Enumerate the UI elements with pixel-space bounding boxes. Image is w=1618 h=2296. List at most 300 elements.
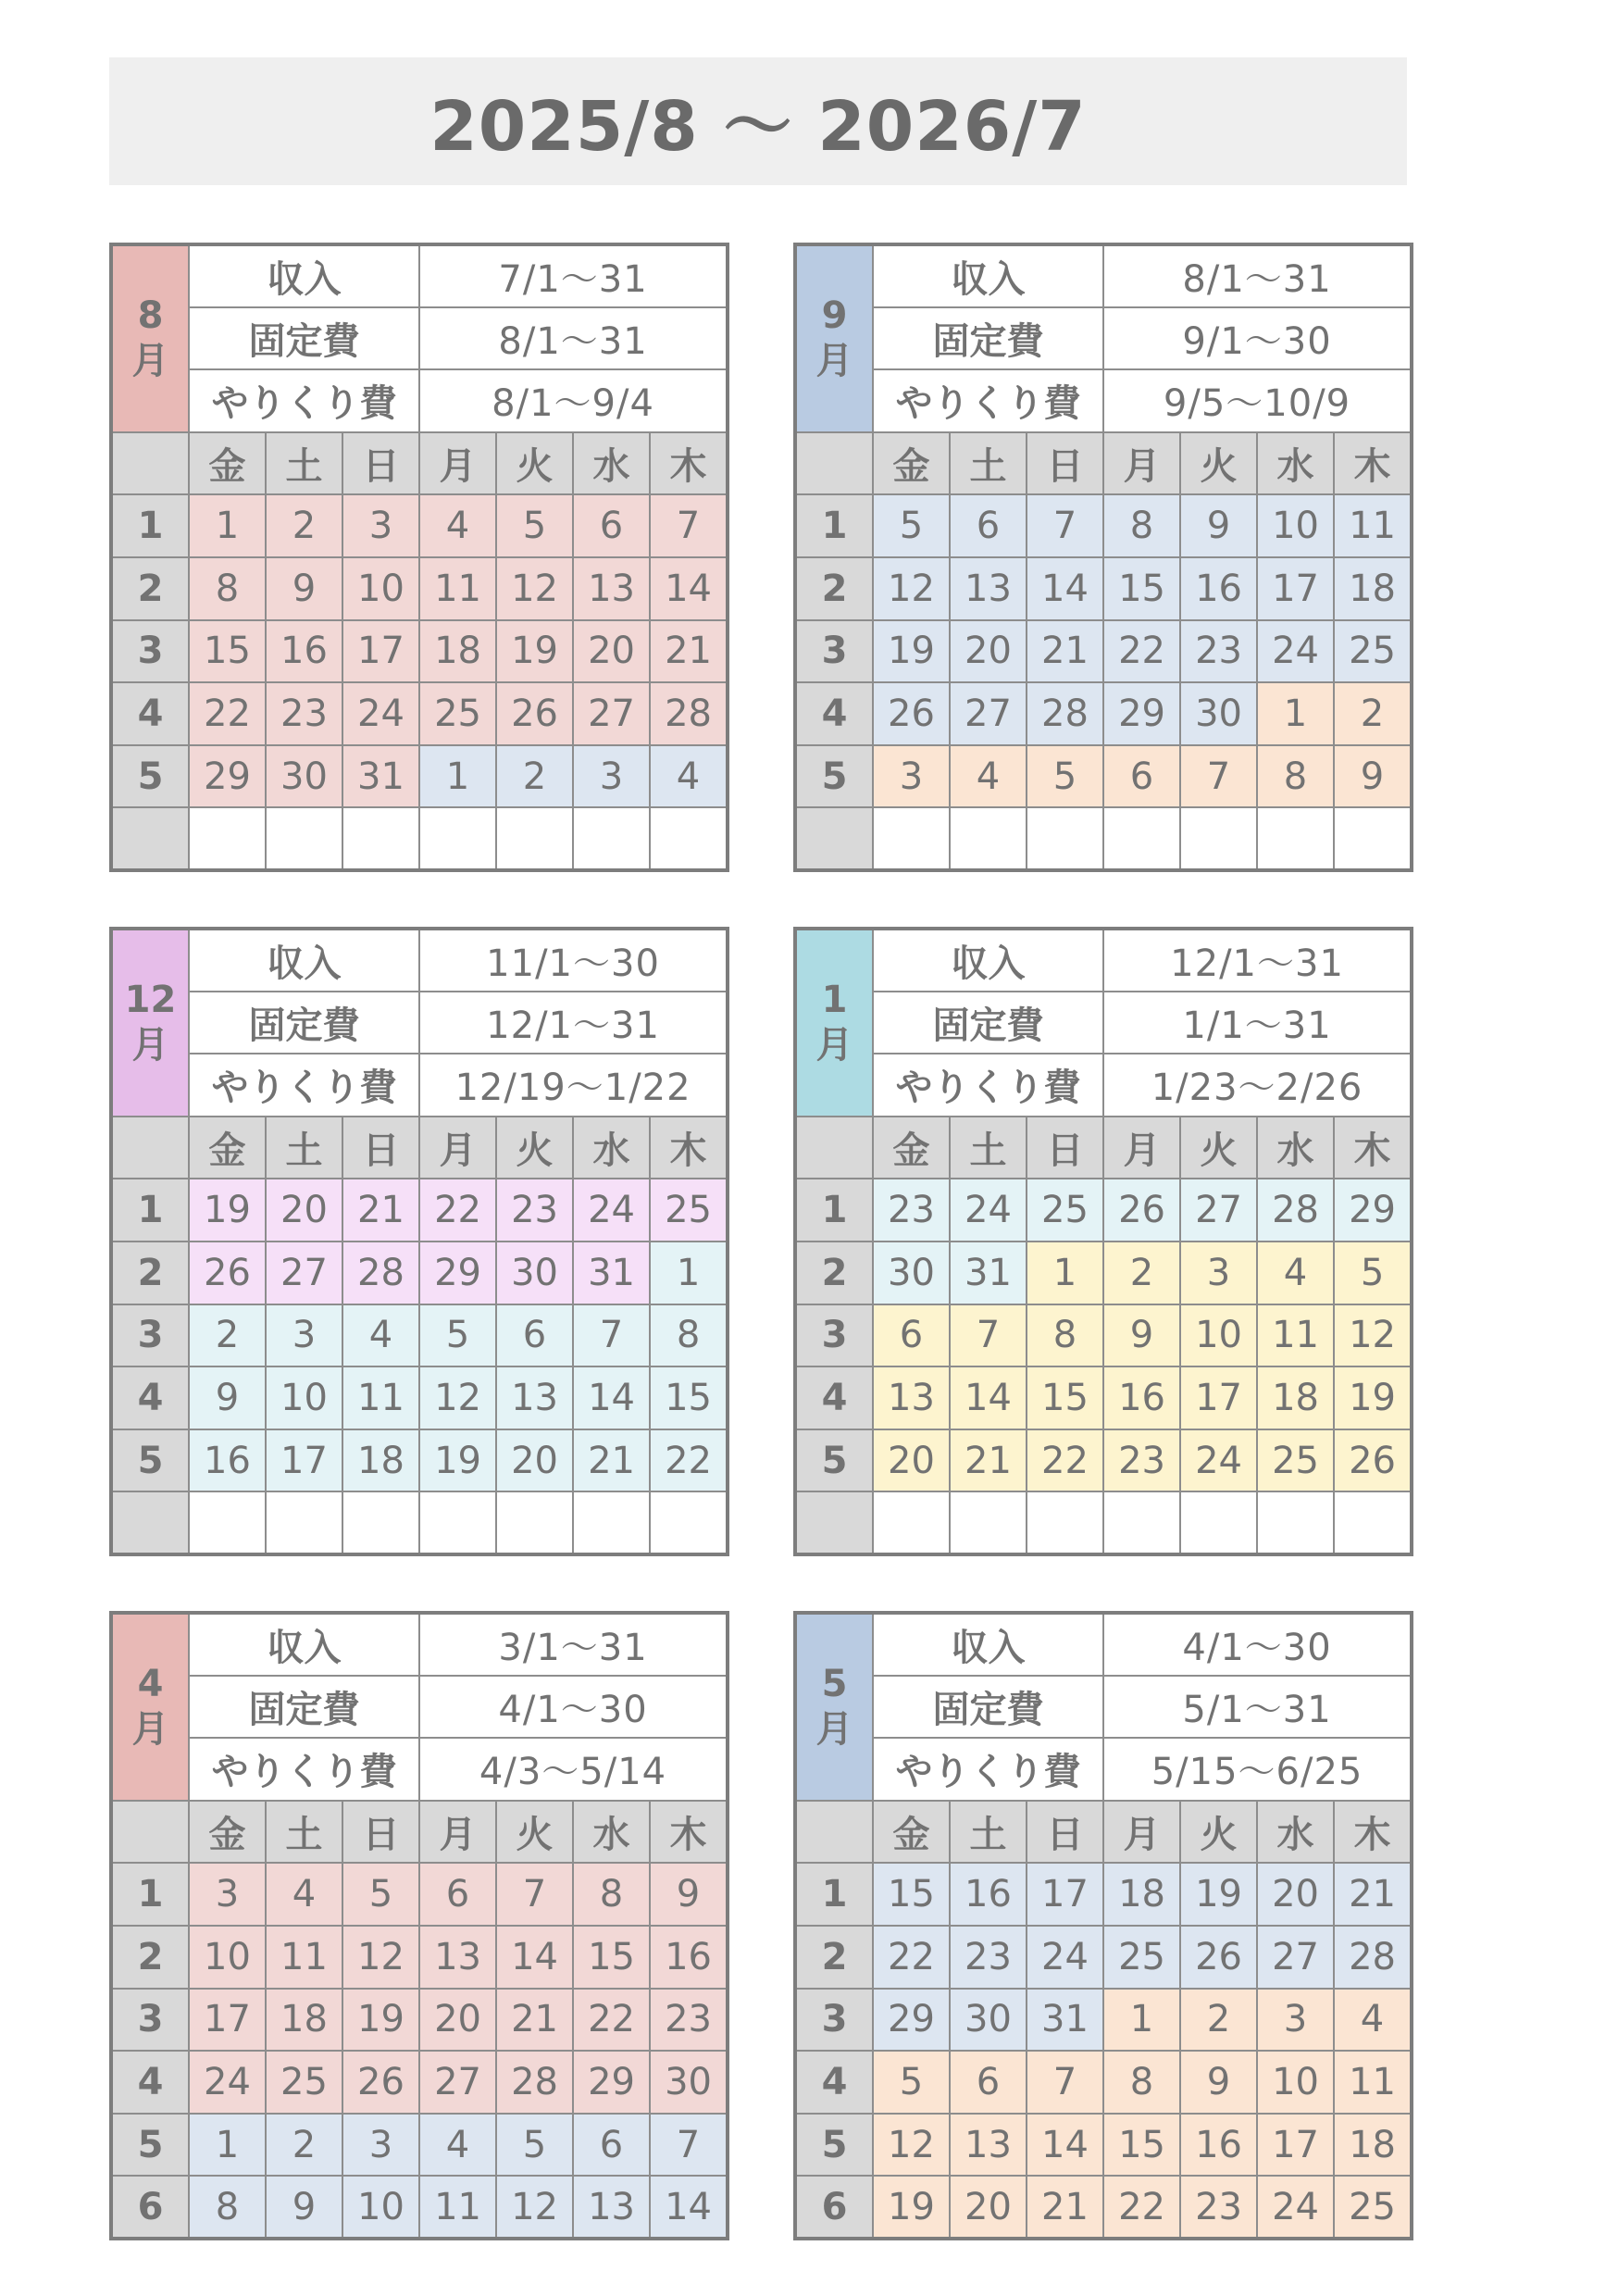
fixed-range: 8/1〜31 bbox=[419, 307, 728, 370]
week-number: 4 bbox=[111, 1366, 189, 1429]
week-row bbox=[795, 1429, 1412, 1492]
budget-range: 8/1〜9/4 bbox=[419, 369, 728, 432]
day-cell bbox=[1180, 1491, 1257, 1554]
day-cell: 27 bbox=[950, 682, 1027, 745]
day-cell: 6 bbox=[496, 1304, 573, 1367]
day-cell: 2 bbox=[266, 494, 342, 557]
week-row bbox=[795, 2114, 1412, 2177]
day-cell: 29 bbox=[189, 745, 266, 808]
day-cell: 3 bbox=[189, 1863, 266, 1926]
week-number: 3 bbox=[111, 620, 189, 683]
weekday-header: 火 bbox=[1180, 432, 1257, 495]
week-row bbox=[111, 1304, 728, 1367]
day-cell: 6 bbox=[950, 494, 1027, 557]
day-cell: 2 bbox=[1180, 1989, 1257, 2052]
weekday-header: 月 bbox=[419, 1801, 496, 1864]
day-cell: 21 bbox=[573, 1429, 650, 1492]
day-cell: 5 bbox=[873, 2051, 950, 2114]
day-cell: 28 bbox=[650, 682, 728, 745]
month-number: 4 bbox=[137, 1663, 164, 1706]
fixed-label: 固定費 bbox=[873, 307, 1103, 370]
week-number: 5 bbox=[795, 745, 873, 808]
weekday-header: 火 bbox=[496, 432, 573, 495]
day-cell: 25 bbox=[1257, 1429, 1334, 1492]
month-calendar bbox=[793, 243, 1410, 872]
day-cell bbox=[496, 1491, 573, 1554]
week-number: 2 bbox=[795, 1242, 873, 1304]
day-cell: 23 bbox=[650, 1989, 728, 2052]
weekday-header: 月 bbox=[1103, 1117, 1180, 1179]
month-suffix: 月 bbox=[131, 339, 169, 382]
week-row bbox=[111, 494, 728, 557]
month-label bbox=[795, 1613, 873, 1801]
month-suffix: 月 bbox=[131, 1023, 169, 1067]
day-cell: 20 bbox=[573, 620, 650, 683]
week-row bbox=[795, 1491, 1412, 1554]
day-cell: 15 bbox=[189, 620, 266, 683]
day-cell: 3 bbox=[342, 494, 419, 557]
calendar-table bbox=[793, 243, 1413, 872]
corner-cell bbox=[111, 1117, 189, 1179]
week-row bbox=[795, 807, 1412, 870]
day-cell bbox=[950, 807, 1027, 870]
day-cell: 18 bbox=[342, 1429, 419, 1492]
weekday-header: 火 bbox=[1180, 1117, 1257, 1179]
day-cell: 16 bbox=[1103, 1366, 1180, 1429]
day-cell bbox=[189, 1491, 266, 1554]
day-cell: 24 bbox=[1027, 1926, 1103, 1989]
day-cell: 24 bbox=[342, 682, 419, 745]
week-number: 6 bbox=[795, 2176, 873, 2239]
weekday-header: 水 bbox=[1257, 1801, 1334, 1864]
weekday-header: 水 bbox=[573, 1801, 650, 1864]
weekday-header: 金 bbox=[873, 1801, 950, 1864]
day-cell: 29 bbox=[1103, 682, 1180, 745]
week-number: 4 bbox=[795, 682, 873, 745]
weekday-header: 日 bbox=[1027, 1117, 1103, 1179]
income-range: 7/1〜31 bbox=[419, 244, 728, 307]
month-label bbox=[111, 244, 189, 432]
day-cell: 21 bbox=[1027, 620, 1103, 683]
day-cell: 20 bbox=[496, 1429, 573, 1492]
day-cell: 3 bbox=[342, 2114, 419, 2177]
day-cell: 19 bbox=[873, 2176, 950, 2239]
day-cell: 17 bbox=[1027, 1863, 1103, 1926]
day-cell: 4 bbox=[342, 1304, 419, 1367]
day-cell: 19 bbox=[189, 1179, 266, 1242]
weekday-header: 日 bbox=[342, 1117, 419, 1179]
week-row bbox=[795, 1366, 1412, 1429]
week-number: 6 bbox=[111, 2176, 189, 2239]
day-cell: 5 bbox=[1334, 1242, 1412, 1304]
day-cell: 30 bbox=[496, 1242, 573, 1304]
month-suffix: 月 bbox=[131, 1707, 169, 1751]
week-row bbox=[111, 2114, 728, 2177]
income-range: 11/1〜30 bbox=[419, 929, 728, 992]
week-number bbox=[111, 807, 189, 870]
day-cell: 15 bbox=[873, 1863, 950, 1926]
day-cell: 10 bbox=[342, 2176, 419, 2239]
day-cell: 21 bbox=[950, 1429, 1027, 1492]
day-cell bbox=[419, 807, 496, 870]
budget-range: 5/15〜6/25 bbox=[1103, 1738, 1412, 1801]
day-cell: 26 bbox=[873, 682, 950, 745]
day-cell: 15 bbox=[1103, 557, 1180, 620]
budget-label: やりくり費 bbox=[189, 369, 419, 432]
day-cell: 30 bbox=[266, 745, 342, 808]
day-cell: 4 bbox=[950, 745, 1027, 808]
day-cell: 31 bbox=[950, 1242, 1027, 1304]
day-cell: 15 bbox=[1027, 1366, 1103, 1429]
day-cell: 7 bbox=[950, 1304, 1027, 1367]
weekday-header: 金 bbox=[189, 1117, 266, 1179]
day-cell bbox=[1027, 807, 1103, 870]
day-cell: 7 bbox=[496, 1863, 573, 1926]
week-number: 1 bbox=[795, 1179, 873, 1242]
weekday-header: 水 bbox=[1257, 1117, 1334, 1179]
day-cell: 24 bbox=[573, 1179, 650, 1242]
week-number: 5 bbox=[111, 745, 189, 808]
day-cell bbox=[1103, 807, 1180, 870]
week-number: 1 bbox=[111, 1179, 189, 1242]
day-cell: 25 bbox=[650, 1179, 728, 1242]
budget-label: やりくり費 bbox=[873, 1054, 1103, 1117]
week-number: 2 bbox=[111, 557, 189, 620]
day-cell: 20 bbox=[873, 1429, 950, 1492]
weekday-header: 土 bbox=[950, 1801, 1027, 1864]
day-cell: 9 bbox=[266, 2176, 342, 2239]
corner-cell bbox=[795, 1117, 873, 1179]
week-number: 3 bbox=[111, 1304, 189, 1367]
weekday-header: 木 bbox=[650, 432, 728, 495]
day-cell bbox=[950, 1491, 1027, 1554]
day-cell: 5 bbox=[1027, 745, 1103, 808]
month-number: 12 bbox=[124, 979, 177, 1022]
day-cell: 19 bbox=[1180, 1863, 1257, 1926]
day-cell: 13 bbox=[950, 557, 1027, 620]
day-cell: 10 bbox=[189, 1926, 266, 1989]
day-cell bbox=[1257, 1491, 1334, 1554]
weekday-header: 月 bbox=[1103, 432, 1180, 495]
weekday-header: 月 bbox=[419, 1117, 496, 1179]
day-cell: 14 bbox=[950, 1366, 1027, 1429]
day-cell: 4 bbox=[419, 2114, 496, 2177]
weekday-header: 火 bbox=[1180, 1801, 1257, 1864]
day-cell: 8 bbox=[189, 557, 266, 620]
income-range: 8/1〜31 bbox=[1103, 244, 1412, 307]
day-cell bbox=[573, 1491, 650, 1554]
day-cell: 11 bbox=[1334, 2051, 1412, 2114]
month-label bbox=[795, 929, 873, 1117]
budget-label: やりくり費 bbox=[189, 1054, 419, 1117]
day-cell: 8 bbox=[1103, 2051, 1180, 2114]
calendar-table bbox=[109, 243, 729, 872]
day-cell: 4 bbox=[650, 745, 728, 808]
weekday-header: 水 bbox=[573, 432, 650, 495]
day-cell: 4 bbox=[266, 1863, 342, 1926]
week-row bbox=[795, 620, 1412, 683]
week-row bbox=[795, 1242, 1412, 1304]
day-cell: 19 bbox=[1334, 1366, 1412, 1429]
month-number: 1 bbox=[821, 979, 848, 1022]
day-cell: 3 bbox=[573, 745, 650, 808]
month-label bbox=[111, 929, 189, 1117]
day-cell: 3 bbox=[1257, 1989, 1334, 2052]
day-cell: 20 bbox=[950, 620, 1027, 683]
month-label bbox=[795, 244, 873, 432]
day-cell: 2 bbox=[1103, 1242, 1180, 1304]
day-cell: 6 bbox=[573, 494, 650, 557]
day-cell: 6 bbox=[419, 1863, 496, 1926]
day-cell bbox=[573, 807, 650, 870]
day-cell: 1 bbox=[189, 2114, 266, 2177]
day-cell: 25 bbox=[266, 2051, 342, 2114]
day-cell: 29 bbox=[573, 2051, 650, 2114]
week-row bbox=[795, 745, 1412, 808]
week-row bbox=[111, 1242, 728, 1304]
budget-label: やりくり費 bbox=[873, 369, 1103, 432]
day-cell: 18 bbox=[1257, 1366, 1334, 1429]
month-calendar bbox=[793, 1611, 1410, 2240]
day-cell: 29 bbox=[1334, 1179, 1412, 1242]
month-suffix: 月 bbox=[815, 1023, 853, 1067]
day-cell: 8 bbox=[650, 1304, 728, 1367]
day-cell: 8 bbox=[189, 2176, 266, 2239]
day-cell bbox=[419, 1491, 496, 1554]
day-cell: 22 bbox=[189, 682, 266, 745]
weekday-header: 水 bbox=[573, 1117, 650, 1179]
week-number: 3 bbox=[795, 1989, 873, 2052]
day-cell: 7 bbox=[1027, 2051, 1103, 2114]
day-cell: 3 bbox=[1180, 1242, 1257, 1304]
day-cell: 30 bbox=[1180, 682, 1257, 745]
week-number: 2 bbox=[795, 1926, 873, 1989]
day-cell: 22 bbox=[1103, 620, 1180, 683]
week-row bbox=[111, 557, 728, 620]
day-cell: 17 bbox=[1257, 2114, 1334, 2177]
day-cell: 17 bbox=[342, 620, 419, 683]
week-number: 5 bbox=[111, 1429, 189, 1492]
day-cell: 15 bbox=[1103, 2114, 1180, 2177]
weekday-header: 木 bbox=[1334, 432, 1412, 495]
month-calendar bbox=[109, 927, 726, 1556]
day-cell bbox=[873, 1491, 950, 1554]
weekday-header: 木 bbox=[1334, 1801, 1412, 1864]
fixed-label: 固定費 bbox=[189, 992, 419, 1054]
calendar-table bbox=[793, 1611, 1413, 2240]
week-row bbox=[795, 557, 1412, 620]
income-label: 収入 bbox=[189, 244, 419, 307]
day-cell: 8 bbox=[1027, 1304, 1103, 1367]
week-number: 3 bbox=[795, 1304, 873, 1367]
week-number bbox=[111, 1491, 189, 1554]
day-cell: 18 bbox=[1334, 2114, 1412, 2177]
weekday-header: 土 bbox=[266, 432, 342, 495]
income-range: 3/1〜31 bbox=[419, 1613, 728, 1676]
day-cell: 15 bbox=[573, 1926, 650, 1989]
day-cell: 12 bbox=[873, 557, 950, 620]
day-cell: 20 bbox=[950, 2176, 1027, 2239]
day-cell: 23 bbox=[1180, 620, 1257, 683]
month-calendar bbox=[109, 1611, 726, 2240]
day-cell: 19 bbox=[419, 1429, 496, 1492]
day-cell: 23 bbox=[873, 1179, 950, 1242]
fixed-label: 固定費 bbox=[873, 1676, 1103, 1739]
day-cell: 28 bbox=[496, 2051, 573, 2114]
day-cell: 9 bbox=[1103, 1304, 1180, 1367]
week-row bbox=[111, 620, 728, 683]
week-number: 1 bbox=[795, 494, 873, 557]
day-cell: 14 bbox=[496, 1926, 573, 1989]
weekday-header: 月 bbox=[1103, 1801, 1180, 1864]
day-cell: 9 bbox=[1180, 494, 1257, 557]
day-cell: 16 bbox=[1180, 2114, 1257, 2177]
day-cell: 21 bbox=[342, 1179, 419, 1242]
month-suffix: 月 bbox=[815, 1707, 853, 1751]
weekday-header: 火 bbox=[496, 1801, 573, 1864]
day-cell: 12 bbox=[342, 1926, 419, 1989]
day-cell: 10 bbox=[266, 1366, 342, 1429]
week-row bbox=[795, 2176, 1412, 2239]
day-cell: 18 bbox=[419, 620, 496, 683]
income-label: 収入 bbox=[189, 929, 419, 992]
week-number: 5 bbox=[795, 2114, 873, 2177]
day-cell: 15 bbox=[650, 1366, 728, 1429]
day-cell: 11 bbox=[1334, 494, 1412, 557]
day-cell: 13 bbox=[573, 557, 650, 620]
week-row bbox=[111, 807, 728, 870]
day-cell: 26 bbox=[1180, 1926, 1257, 1989]
day-cell: 16 bbox=[650, 1926, 728, 1989]
day-cell: 26 bbox=[1334, 1429, 1412, 1492]
day-cell: 22 bbox=[1103, 2176, 1180, 2239]
fixed-label: 固定費 bbox=[189, 1676, 419, 1739]
day-cell bbox=[650, 807, 728, 870]
fixed-range: 1/1〜31 bbox=[1103, 992, 1412, 1054]
day-cell bbox=[189, 807, 266, 870]
day-cell: 4 bbox=[1257, 1242, 1334, 1304]
day-cell: 24 bbox=[950, 1179, 1027, 1242]
week-number: 3 bbox=[795, 620, 873, 683]
corner-cell bbox=[111, 1801, 189, 1864]
day-cell: 25 bbox=[1027, 1179, 1103, 1242]
day-cell: 27 bbox=[1180, 1179, 1257, 1242]
weekday-header: 日 bbox=[1027, 1801, 1103, 1864]
day-cell: 16 bbox=[189, 1429, 266, 1492]
budget-label: やりくり費 bbox=[189, 1738, 419, 1801]
day-cell: 7 bbox=[1027, 494, 1103, 557]
day-cell: 23 bbox=[496, 1179, 573, 1242]
day-cell: 27 bbox=[573, 682, 650, 745]
week-number: 4 bbox=[111, 682, 189, 745]
week-row bbox=[795, 1926, 1412, 1989]
day-cell: 26 bbox=[342, 2051, 419, 2114]
month-calendar bbox=[793, 927, 1410, 1556]
budget-range: 9/5〜10/9 bbox=[1103, 369, 1412, 432]
day-cell: 20 bbox=[266, 1179, 342, 1242]
day-cell: 22 bbox=[573, 1989, 650, 2052]
day-cell: 6 bbox=[873, 1304, 950, 1367]
day-cell: 28 bbox=[342, 1242, 419, 1304]
day-cell: 13 bbox=[419, 1926, 496, 1989]
week-number: 3 bbox=[111, 1989, 189, 2052]
day-cell: 12 bbox=[873, 2114, 950, 2177]
day-cell bbox=[1334, 807, 1412, 870]
day-cell: 23 bbox=[950, 1926, 1027, 1989]
week-number: 5 bbox=[795, 1429, 873, 1492]
day-cell: 1 bbox=[189, 494, 266, 557]
corner-cell bbox=[795, 432, 873, 495]
day-cell: 31 bbox=[573, 1242, 650, 1304]
day-cell: 17 bbox=[266, 1429, 342, 1492]
week-row bbox=[795, 494, 1412, 557]
day-cell bbox=[1257, 807, 1334, 870]
budget-label: やりくり費 bbox=[873, 1738, 1103, 1801]
day-cell bbox=[1103, 1491, 1180, 1554]
week-number: 4 bbox=[795, 2051, 873, 2114]
weekday-header: 金 bbox=[189, 1801, 266, 1864]
calendar-table bbox=[109, 1611, 729, 2240]
day-cell: 10 bbox=[1257, 494, 1334, 557]
day-cell: 28 bbox=[1027, 682, 1103, 745]
day-cell: 23 bbox=[266, 682, 342, 745]
day-cell: 28 bbox=[1334, 1926, 1412, 1989]
day-cell: 12 bbox=[419, 1366, 496, 1429]
day-cell: 14 bbox=[1027, 2114, 1103, 2177]
day-cell: 3 bbox=[873, 745, 950, 808]
calendar-table bbox=[109, 927, 729, 1556]
day-cell: 16 bbox=[266, 620, 342, 683]
week-number: 2 bbox=[111, 1242, 189, 1304]
day-cell: 22 bbox=[419, 1179, 496, 1242]
day-cell: 24 bbox=[1257, 2176, 1334, 2239]
weekday-header: 日 bbox=[342, 432, 419, 495]
income-label: 収入 bbox=[873, 244, 1103, 307]
fixed-range: 5/1〜31 bbox=[1103, 1676, 1412, 1739]
day-cell: 11 bbox=[266, 1926, 342, 1989]
day-cell: 17 bbox=[189, 1989, 266, 2052]
day-cell: 1 bbox=[1027, 1242, 1103, 1304]
month-suffix: 月 bbox=[815, 339, 853, 382]
day-cell: 29 bbox=[873, 1989, 950, 2052]
calendar-table bbox=[793, 927, 1413, 1556]
weekday-header: 日 bbox=[342, 1801, 419, 1864]
day-cell: 19 bbox=[496, 620, 573, 683]
day-cell: 12 bbox=[496, 557, 573, 620]
day-cell: 31 bbox=[342, 745, 419, 808]
month-label bbox=[111, 1613, 189, 1801]
fixed-range: 12/1〜31 bbox=[419, 992, 728, 1054]
day-cell: 12 bbox=[496, 2176, 573, 2239]
day-cell: 11 bbox=[419, 557, 496, 620]
day-cell: 24 bbox=[1180, 1429, 1257, 1492]
week-row bbox=[795, 1863, 1412, 1926]
day-cell: 4 bbox=[419, 494, 496, 557]
day-cell: 10 bbox=[342, 557, 419, 620]
day-cell bbox=[1334, 1491, 1412, 1554]
weekday-header: 土 bbox=[266, 1117, 342, 1179]
day-cell: 22 bbox=[1027, 1429, 1103, 1492]
weekday-header: 月 bbox=[419, 432, 496, 495]
day-cell: 6 bbox=[573, 2114, 650, 2177]
week-row bbox=[111, 1863, 728, 1926]
week-row bbox=[111, 1179, 728, 1242]
day-cell: 20 bbox=[419, 1989, 496, 2052]
week-number bbox=[795, 1491, 873, 1554]
day-cell: 11 bbox=[1257, 1304, 1334, 1367]
budget-range: 4/3〜5/14 bbox=[419, 1738, 728, 1801]
day-cell: 5 bbox=[342, 1863, 419, 1926]
